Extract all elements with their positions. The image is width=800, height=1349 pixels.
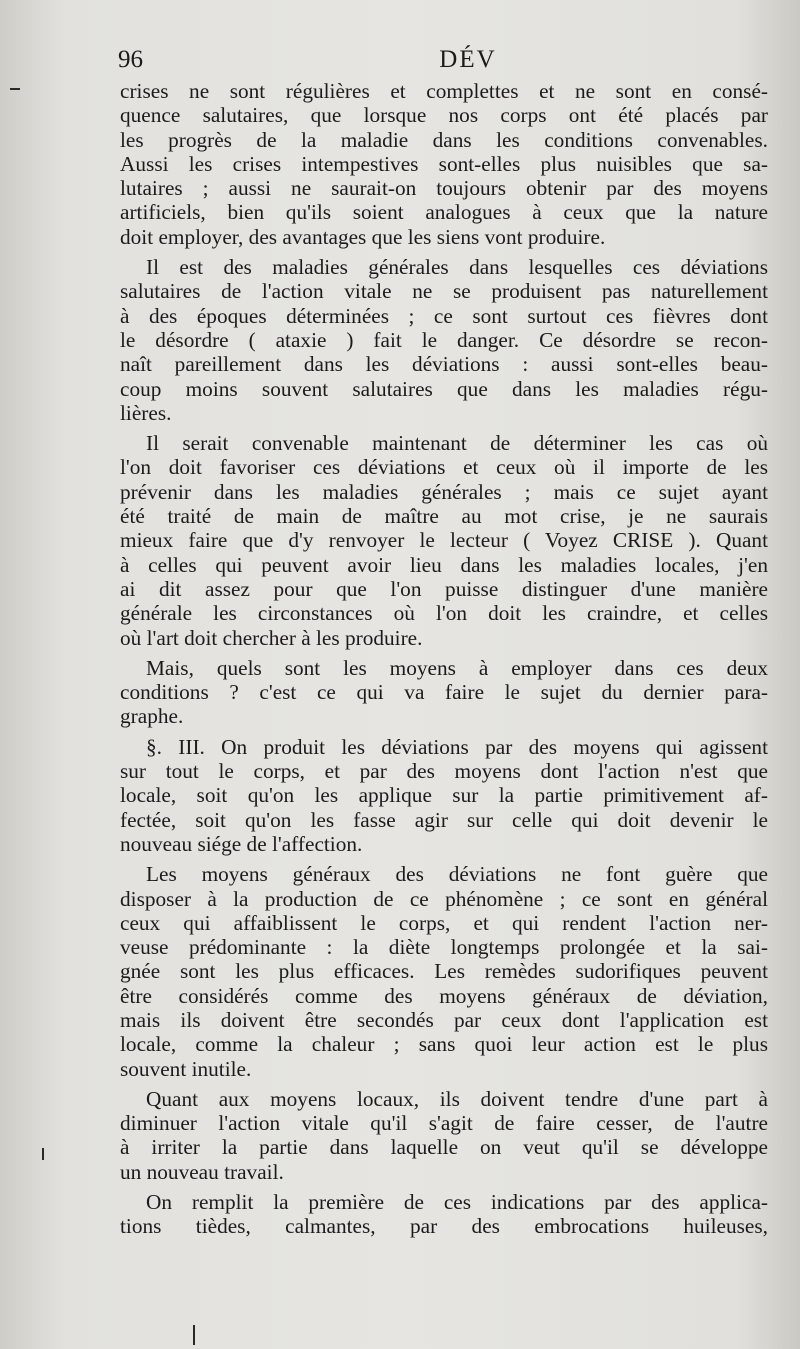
paragraph	[120, 735, 768, 856]
running-head: DÉV	[439, 46, 497, 73]
text-line: Aussi les crises intempestives sont-elles plus nuisibles que sa-	[120, 151, 768, 176]
text-line: artificiels, bien qu'ils soient analogues à ceux que la nature	[120, 200, 768, 225]
text-line: le désordre ( ataxie ) fait le danger. Ce désordre se recon-	[120, 327, 768, 352]
text-line: Mais, quels sont les moyens à employer dans ces deux	[146, 655, 768, 680]
text-line: tions tièdes, calmantes, par des embrocations huileuses,	[120, 1214, 768, 1239]
text-line: sur tout le corps, et par des moyens dont l'action n'est que	[120, 759, 768, 784]
text-line: où l'art doit chercher à les produire.	[120, 625, 423, 650]
paragraph	[120, 1190, 768, 1239]
paragraph	[120, 656, 768, 729]
text-line: conditions ? c'est ce qui va faire le sujet du dernier para-	[120, 680, 768, 705]
text-line: à celles qui peuvent avoir lieu dans les maladies locales, j'en	[120, 552, 768, 577]
text-line: être considérés comme des moyens généraux de déviation,	[120, 983, 768, 1008]
text-line: coup moins souvent salutaires que dans les maladies régu-	[120, 376, 768, 401]
text-line: doit employer, des avantages que les siens vont produire.	[120, 224, 606, 249]
text-line: ceux qui affaiblissent le corps, et qui rendent l'action ner-	[120, 910, 768, 935]
text-line: l'on doit favoriser ces déviations et ceux où il importe de les	[120, 455, 768, 480]
text-line: été traité de main de maître au mot crise, je ne saurais	[120, 504, 768, 529]
text-line: naît pareillement dans les déviations : aussi sont-elles beau-	[120, 352, 768, 377]
paragraph	[120, 1087, 768, 1184]
text-line: locale, soit qu'on les applique sur la partie primitivement af-	[120, 783, 768, 808]
paragraph	[120, 862, 768, 1081]
text-line: ai dit assez pour que l'on puisse distinguer d'une manière	[120, 576, 768, 601]
text-line: mieux faire que d'y renvoyer le lecteur ( Voyez CRISE ). Quant	[120, 528, 768, 553]
margin-mark	[193, 1325, 195, 1345]
text-line: un nouveau travail.	[120, 1159, 284, 1184]
text-line: nouveau siége de l'affection.	[120, 831, 363, 856]
text-line: On remplit la première de ces indications par des applica-	[146, 1190, 768, 1215]
text-line: lières.	[120, 400, 172, 425]
text-line: disposer à la production de ce phénomène ; ce sont en général	[120, 886, 768, 911]
text-line: graphe.	[120, 704, 184, 729]
text-line: à irriter la partie dans laquelle on veut qu'il se développe	[120, 1135, 768, 1160]
text-line: les progrès de la maladie dans les conditions convenables.	[120, 127, 768, 152]
margin-mark	[42, 1148, 44, 1160]
paragraph	[120, 255, 768, 425]
text-line: crises ne sont régulières et complettes et ne sont en consé-	[120, 79, 768, 103]
text-line: quence salutaires, que lorsque nos corps ont été placés par	[120, 103, 768, 128]
text-line: locale, comme la chaleur ; sans quoi leur action est le plus	[120, 1032, 768, 1057]
text-line: §. III. On produit les déviations par des moyens qui agissent	[146, 734, 768, 759]
page-number: 96	[118, 46, 143, 73]
text-line: Il est des maladies générales dans lesquelles ces déviations	[146, 255, 768, 280]
text-line: Les moyens généraux des déviations ne font guère que	[146, 862, 768, 887]
page-header	[118, 46, 768, 80]
text-line: générale les circonstances où l'on doit les craindre, et celles	[120, 601, 768, 626]
paragraph	[120, 79, 768, 249]
body-text	[120, 79, 768, 1239]
text-line: veuse prédominante : la diète longtemps prolongée et la sai-	[120, 935, 768, 960]
margin-mark	[10, 88, 20, 90]
text-line: fectée, soit qu'on les fasse agir sur celle qui doit devenir le	[120, 807, 768, 832]
text-line: gnée sont les plus efficaces. Les remèdes sudorifiques peuvent	[120, 959, 768, 984]
text-line: à des époques déterminées ; ce sont surtout ces fièvres dont	[120, 303, 768, 328]
text-line: prévenir dans les maladies générales ; mais ce sujet ayant	[120, 479, 768, 504]
text-line: souvent inutile.	[120, 1056, 252, 1081]
text-line: salutaires de l'action vitale ne se produisent pas naturellement	[120, 279, 768, 304]
text-line: Quant aux moyens locaux, ils doivent tendre d'une part à	[146, 1086, 768, 1111]
text-line: lutaires ; aussi ne saurait-on toujours obtenir par des moyens	[120, 176, 768, 201]
text-line: Il serait convenable maintenant de déterminer les cas où	[146, 431, 768, 456]
text-line: mais ils doivent être secondés par ceux dont l'application est	[120, 1007, 768, 1032]
text-line: diminuer l'action vitale qu'il s'agit de faire cesser, de l'autre	[120, 1111, 768, 1136]
paragraph	[120, 431, 768, 650]
